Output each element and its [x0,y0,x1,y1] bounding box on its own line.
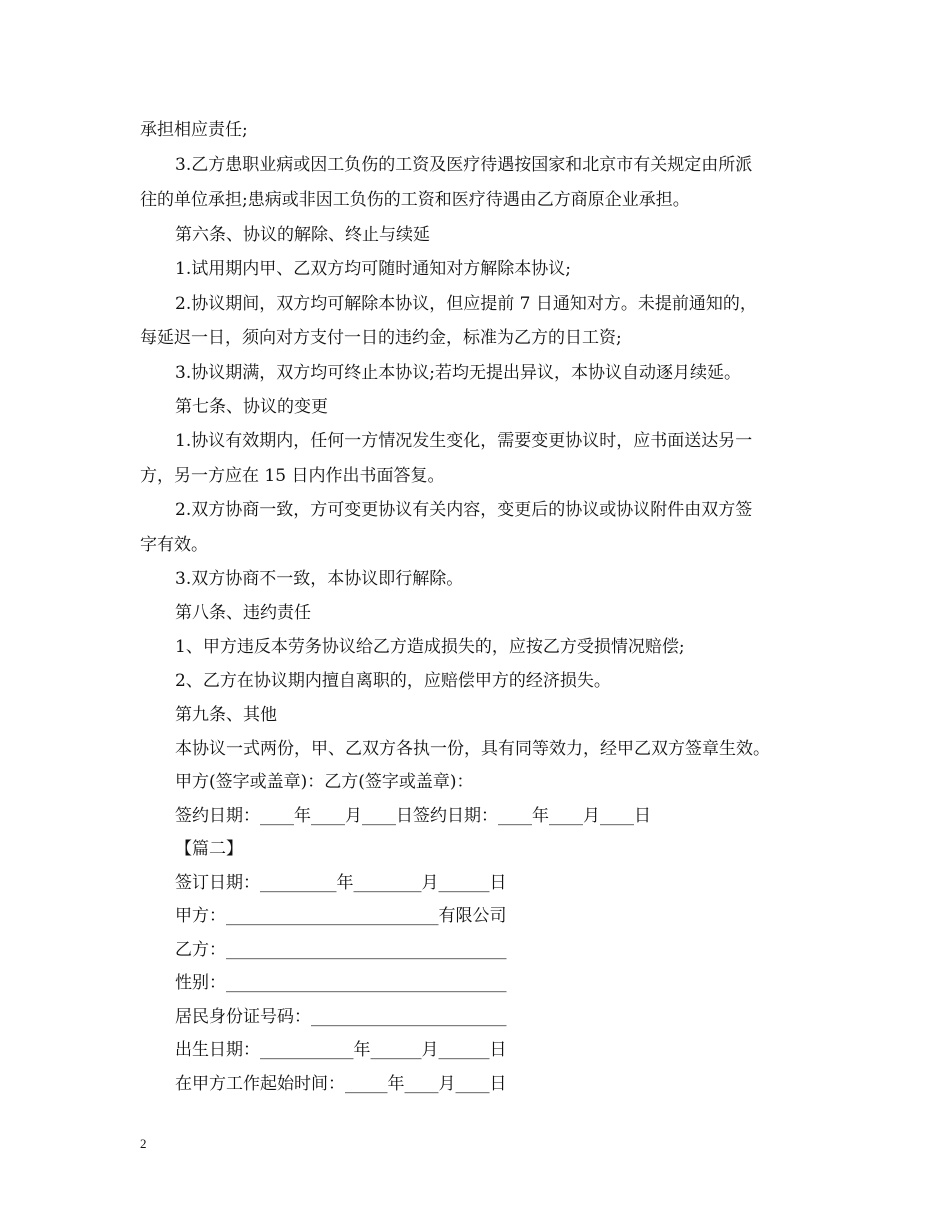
text-line: 本协议一式两份，甲、乙双方各执一份，具有同等效力，经甲乙双方签章生效。 [175,739,770,759]
text-line: 2.协议期间，双方均可解除本协议，但应提前 7 日通知对方。未提前通知的， [175,294,757,314]
form-field-birth-date: 出生日期：___________年______月______日 [175,1040,507,1060]
text-line: 方，另一方应在 15 日内作出书面答复。 [140,466,445,486]
form-field-id-number: 居民身份证号码：_______________________ [175,1007,507,1027]
text-line: 3.双方协商不一致，本协议即行解除。 [175,569,464,589]
signature-line: 甲方(签字或盖章)：乙方(签字或盖章)： [175,772,474,792]
part-heading: 【篇二】 [175,839,243,859]
form-field-party-b: 乙方：_________________________________ [175,940,507,960]
text-line: 2、乙方在协议期内擅自离职的，应赔偿甲方的经济损失。 [175,671,611,691]
section-heading: 第六条、协议的解除、终止与续延 [175,225,430,245]
text-line: 3.协议期满，双方均可终止本协议;若均无提出异议，本协议自动逐月续延。 [175,363,741,383]
text-line: 1、甲方违反本劳务协议给乙方造成损失的，应按乙方受损情况赔偿; [175,637,685,657]
text-line: 承担相应责任; [140,120,248,140]
form-field-gender: 性别：_________________________________ [175,973,507,993]
signing-date-line: 签约日期：____年____月____日签约日期：____年____月____日 [175,806,651,826]
text-line: 1.试用期内甲、乙双方均可随时通知对方解除本协议; [175,259,571,279]
text-line: 字有效。 [140,535,208,555]
page-number: 2 [140,1136,147,1151]
section-heading: 第七条、协议的变更 [175,397,328,417]
text-line: 2.双方协商一致，方可变更协议有关内容，变更后的协议或协议附件由双方签 [175,500,753,520]
form-field-party-a: 甲方：_________________________有限公司 [175,906,507,926]
section-heading: 第八条、违约责任 [175,603,311,623]
form-field-signing-date: 签订日期：_________年________月______日 [175,873,507,893]
form-field-start-date: 在甲方工作起始时间：_____年____月____日 [175,1074,507,1094]
text-line: 往的单位承担;患病或非因工负伤的工资和医疗待遇由乙方商原企业承担。 [140,190,690,210]
text-line: 3.乙方患职业病或因工负伤的工资及医疗待遇按国家和北京市有关规定由所派 [175,155,753,175]
text-line: 每延迟一日，须向对方支付一日的违约金，标准为乙方的日工资; [140,328,622,348]
text-line: 1.协议有效期内，任何一方情况发生变化，需要变更协议时，应书面送达另一 [175,431,753,451]
section-heading: 第九条、其他 [175,705,277,725]
